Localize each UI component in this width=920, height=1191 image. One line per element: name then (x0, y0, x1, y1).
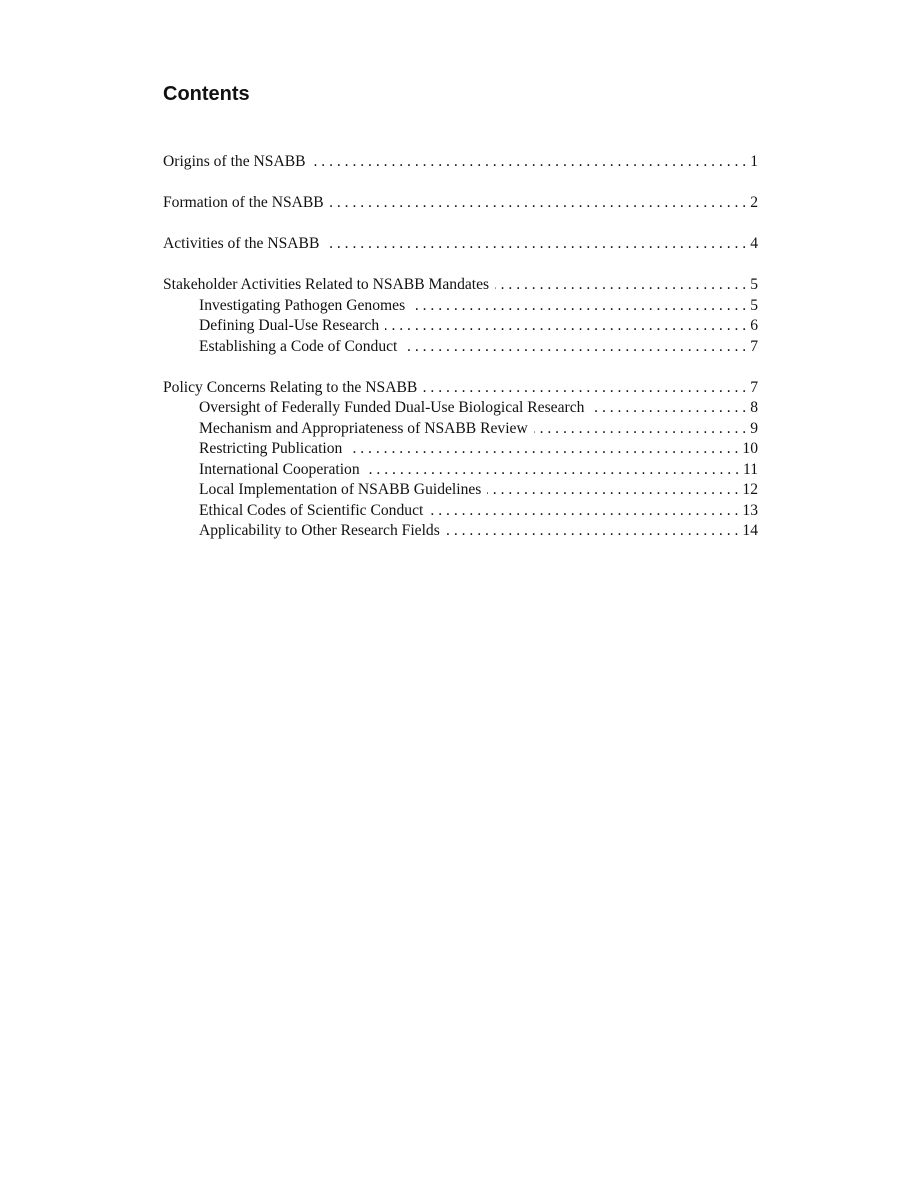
toc-entry-page: 7 (750, 378, 758, 396)
toc-leader-dots (411, 296, 746, 317)
toc-subentry-international-cooperation[interactable] (163, 460, 758, 481)
toc-subentry-oversight[interactable] (163, 398, 758, 419)
toc-entry-title: Restricting Publication (199, 440, 343, 457)
toc-entry-page: 12 (742, 481, 758, 498)
toc-leader-dots (429, 501, 738, 522)
toc-entry-stakeholder[interactable] (163, 275, 758, 296)
toc-leader-dots (590, 398, 746, 419)
toc-entry-page: 11 (742, 460, 758, 478)
toc-leader-dots (325, 234, 746, 255)
toc-entry-page: 7 (750, 337, 758, 355)
toc-entry-page: 9 (750, 419, 758, 437)
toc-leader-dots (423, 378, 746, 399)
toc-leader-dots (330, 193, 746, 214)
toc-entry-title: Investigating Pathogen Genomes (199, 296, 406, 314)
toc-entry-title: Local Implementation of NSABB Guidelines (199, 481, 482, 498)
toc-entry-title: Ethical Codes of Scientific Conduct (199, 501, 424, 519)
toc-entry-title: International Cooperation (199, 460, 360, 478)
toc-entry-title: Defining Dual-Use Research (199, 317, 380, 334)
toc-group-stakeholder (163, 275, 758, 357)
toc-leader-dots (312, 152, 747, 173)
toc-entry-page: 8 (750, 399, 758, 416)
toc-entry-page: 13 (742, 501, 758, 519)
toc-group-origins (163, 152, 758, 173)
toc-leader-dots (366, 460, 739, 481)
toc-subentry-pathogen-genomes[interactable] (163, 296, 758, 317)
toc-entry-title: Mechanism and Appropriateness of NSABB Review (199, 419, 528, 437)
toc-group-formation (163, 193, 758, 214)
toc-entry-page: 5 (750, 296, 758, 314)
toc-entry-page: 2 (750, 194, 758, 211)
toc-entry-title: Policy Concerns Relating to the NSABB (163, 378, 418, 396)
toc-leader-dots (385, 316, 746, 337)
toc-entry-title: Applicability to Other Research Fields (199, 522, 440, 539)
toc-entry-page: 1 (750, 153, 758, 170)
toc-leader-dots (403, 337, 746, 358)
toc-entry-title: Establishing a Code of Conduct (199, 337, 398, 355)
toc-entry-title: Origins of the NSABB (163, 153, 306, 170)
toc-leader-dots (348, 439, 738, 460)
toc-entry-page: 6 (750, 317, 758, 334)
toc-subentry-ethical-codes[interactable] (163, 501, 758, 522)
toc-entry-page: 4 (750, 235, 758, 252)
toc-leader-dots (487, 480, 738, 501)
toc-subentry-code-of-conduct[interactable] (163, 337, 758, 358)
toc-entry-page: 5 (750, 276, 758, 293)
toc-subentry-local-implementation[interactable] (163, 480, 758, 501)
toc-entry-page: 14 (742, 522, 758, 539)
toc-group-policy (163, 378, 758, 542)
toc-leader-dots (495, 275, 746, 296)
toc-group-activities (163, 234, 758, 255)
toc-subentry-other-fields[interactable] (163, 521, 758, 542)
toc-entry-activities[interactable] (163, 234, 758, 255)
toc-entry-formation[interactable] (163, 193, 758, 214)
toc-subentry-dual-use-research[interactable] (163, 316, 758, 337)
toc-subentry-mechanism-review[interactable] (163, 419, 758, 440)
toc-entry-origins[interactable] (163, 152, 758, 173)
toc-entry-title: Oversight of Federally Funded Dual-Use Biological Research (199, 399, 585, 416)
toc-entry-title: Formation of the NSABB (163, 194, 324, 211)
toc-leader-dots (534, 419, 746, 440)
toc-subentry-restricting-publication[interactable] (163, 439, 758, 460)
toc-entry-title: Stakeholder Activities Related to NSABB Mandates (163, 276, 490, 293)
toc-entry-policy[interactable] (163, 378, 758, 399)
toc-entry-title: Activities of the NSABB (163, 235, 320, 252)
document-page (163, 80, 758, 562)
toc-leader-dots (446, 521, 739, 542)
toc-heading: Contents (163, 83, 250, 105)
toc-entry-page: 10 (742, 440, 758, 457)
